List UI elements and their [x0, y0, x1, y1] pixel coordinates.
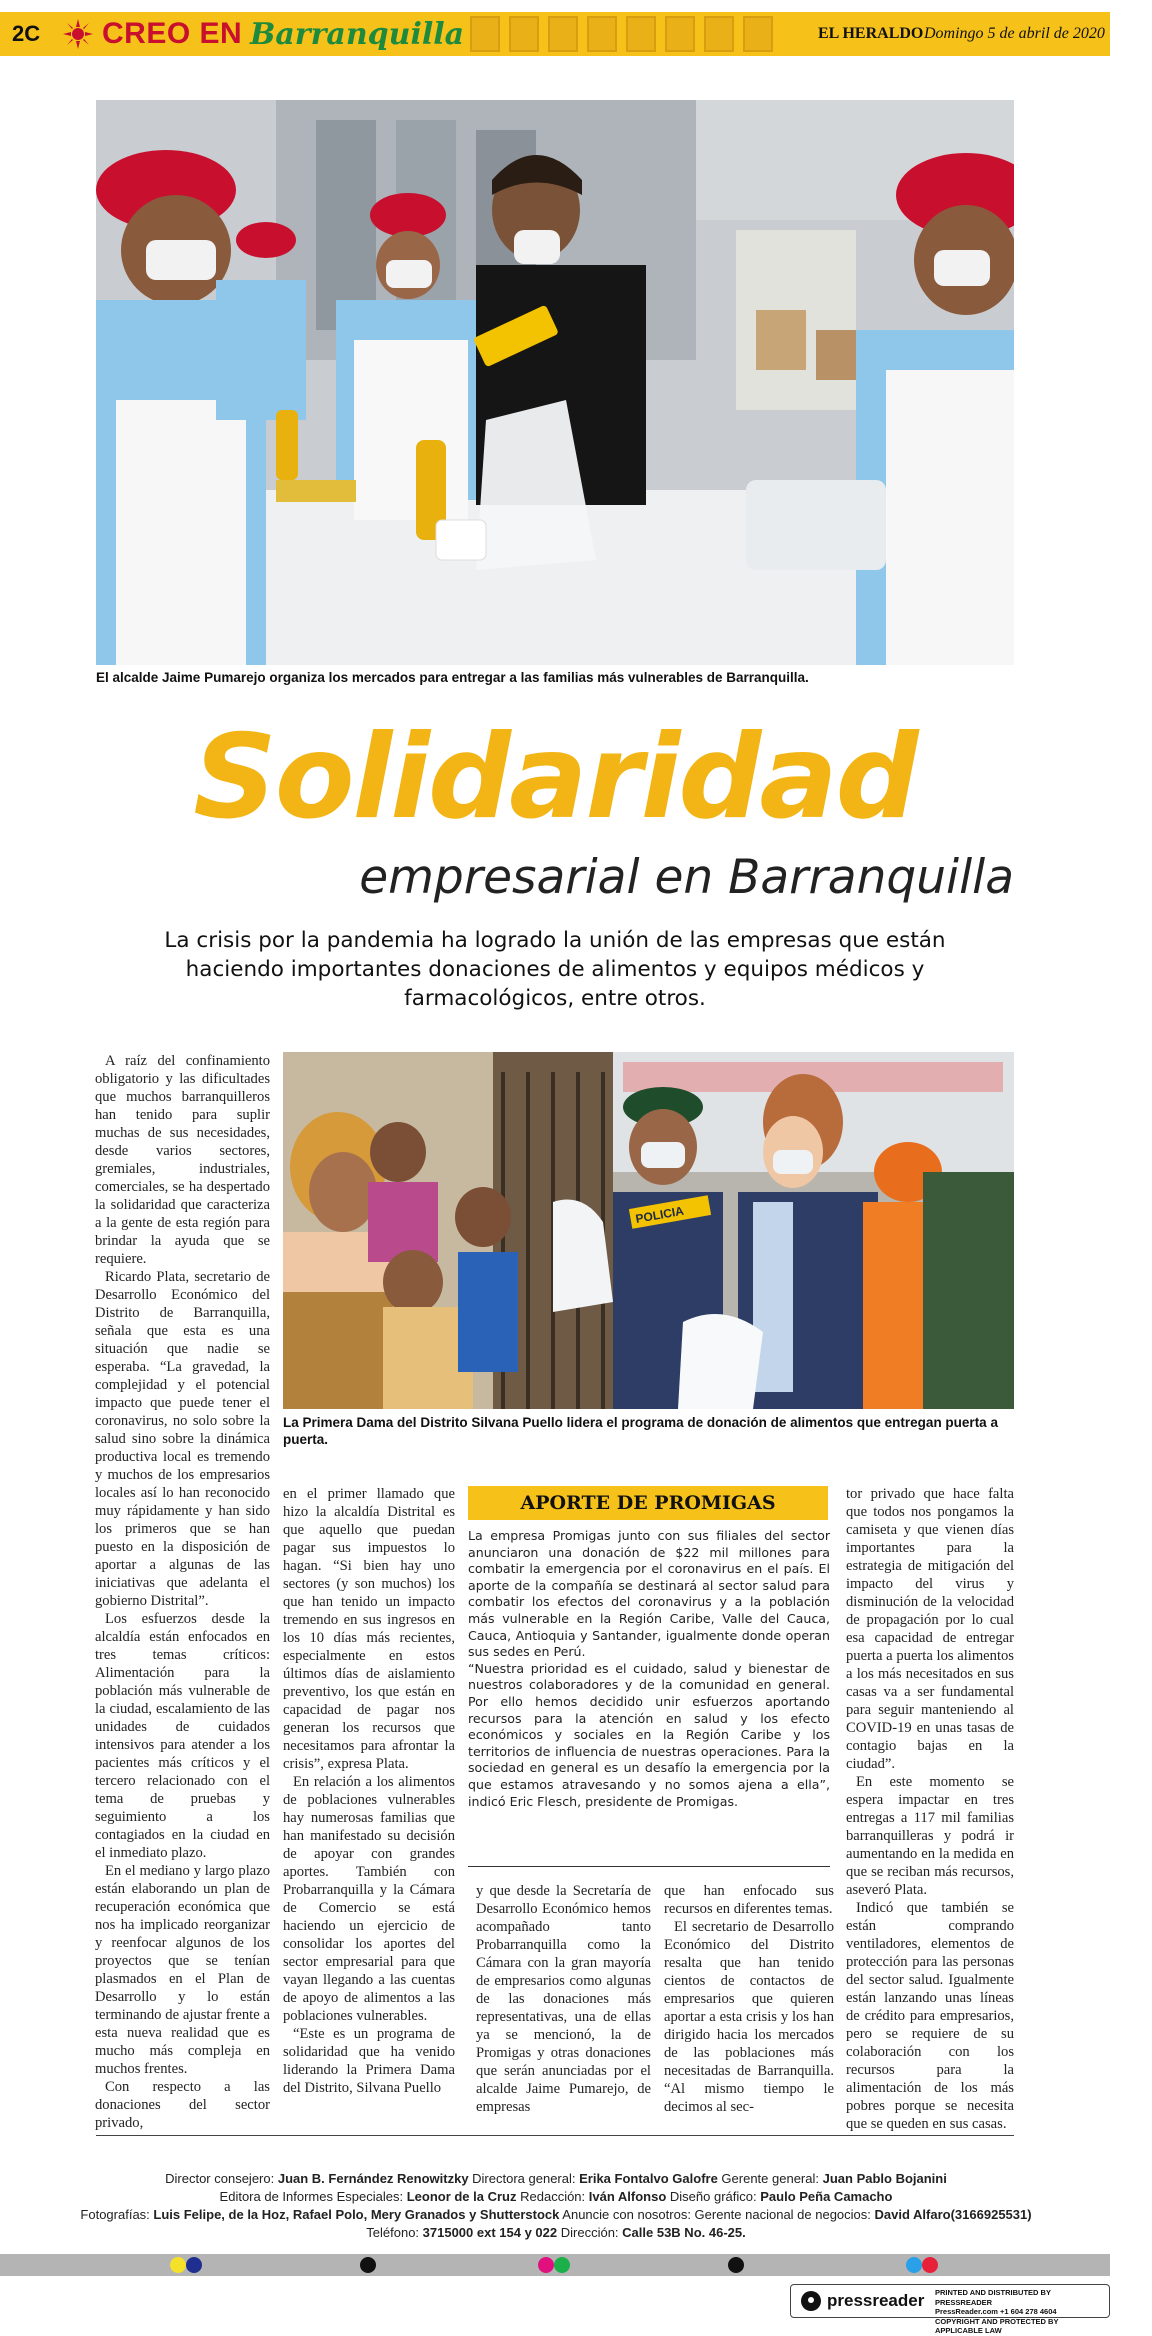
paragraph: En relación a los alimentos de poblaciones vulnerables hay numerosas familias que han manifestado su decisión de apoyar con grandes aportes. También con Probarranquilla y la Cámara de Comercio se está haciendo un ejercicio de consolidar los aportes del sector empresarial para que vayan llegando a las cuentas de apoyo de alimentos a las poblaciones vulnerables. — [283, 1774, 455, 2024]
paragraph: “Este es un programa de solidaridad que ha venido liderando la Primera Dama del Distrito, Silvana Puello — [283, 2026, 455, 2096]
credit-value: Luis Felipe, de la Hoz, Rafael Polo, Mery Granados y Shutterstock — [153, 2207, 560, 2222]
credit-label: Dirección: — [557, 2225, 623, 2240]
credit-label: Directora general: — [468, 2171, 580, 2186]
credit-value: Juan Pablo Bojanini — [822, 2171, 947, 2186]
subheadline: empresarial en Barranquilla — [359, 850, 1014, 905]
credits-line — [40, 2170, 1072, 2188]
registration-dot — [554, 2257, 570, 2273]
section-title: CREO EN — [102, 17, 243, 50]
pressreader-line: PRINTED AND DISTRIBUTED BY PRESSREADER — [935, 2288, 1051, 2307]
article-column-4 — [664, 1882, 834, 2116]
credit-value: Iván Alfonso — [588, 2189, 667, 2204]
photo1-caption: El alcalde Jaime Pumarejo organiza los mercados para entregar a las familias más vulnerables de Barranquilla. — [96, 670, 809, 685]
credit-label: Redacción: — [516, 2189, 589, 2204]
registration-dot — [906, 2257, 922, 2273]
registration-dot — [538, 2257, 554, 2273]
registration-dot — [186, 2257, 202, 2273]
newspaper-name: EL HERALDO — [818, 25, 924, 42]
credit-label: Anuncie con nosotros: Gerente nacional de negocios: — [559, 2207, 875, 2222]
registration-dot — [728, 2257, 744, 2273]
article-column-2 — [283, 1485, 455, 2097]
credit-value: Paulo Peña Camacho — [760, 2189, 893, 2204]
decorative-bars — [470, 16, 800, 52]
article-column-3 — [476, 1882, 651, 2116]
photo-mayor-food-packing — [96, 100, 1014, 665]
credit-label: Diseño gráfico: — [666, 2189, 761, 2204]
pressreader-distribution-note — [935, 2288, 1105, 2336]
staff-credits — [40, 2170, 1072, 2242]
paragraph: En el mediano y largo plazo están elaborando un plan de recuperación económica que nos ha implicado reorganizar y reenfocar algunos de los proyectos que se tenían plasmados en el Plan de Desarrollo y lo están terminando de ajustar frente a esta nueva realidad que es mucho más compleja en muchos frentes. — [95, 1863, 270, 2077]
credit-value: David Alfaro(3166925531) — [874, 2207, 1032, 2222]
credit-label: Teléfono: — [366, 2225, 423, 2240]
article-column-1 — [95, 1052, 270, 2132]
paragraph: que han enfocado sus recursos en diferentes temas. — [664, 1883, 834, 1917]
section-city: Barranquilla — [250, 17, 465, 52]
section-header-bar — [0, 12, 1110, 56]
sun-icon — [62, 18, 94, 50]
vest-label: POLICIA — [634, 1203, 685, 1226]
paragraph: A raíz del confinamiento obligatorio y las dificultades que muchos barranquilleros han tenido para suplir muchas de sus necesidades, desde varios sectores, gremiales, industriales, comerciales, se ha despertado la solidaridad que caracteriza a la gente de esta región para brindar la ayuda que se requiere. — [95, 1053, 270, 1267]
paragraph: “Nuestra prioridad es el cuidado, salud y bienestar de nuestros colaboradores y de la comunidad en general. Por ello hemos decidido unir esfuerzos aportando recursos para la atención en salud y los efecto económicos y sociales en la Región Caribe y los territorios de influencia de nuestras operaciones. Para la sociedad en general es un desafío la emergencia por la que estamos atravesando y no somos ajena a ella”, indicó Eric Flesch, presidente de Promigas. — [468, 1660, 830, 1809]
deck-summary: La crisis por la pandemia ha logrado la unión de las empresas que están haciendo importantes donaciones de alimentos y equipos médicos y farmacológicos, entre otros. — [164, 928, 946, 1011]
paragraph: Los esfuerzos desde la alcaldía están enfocados en tres temas críticos: Alimentación para la población más vulnerable de la ciudad, escalamiento de las unidades de cuidados intensivos para atender a los pacientes más críticos y el tercero relacionado con el tema de pruebas y seguimiento a los contagiados en la ciudad en el inmediato plazo. — [95, 1611, 270, 1861]
credit-value: Juan B. Fernández Renowitzky — [277, 2171, 469, 2186]
registration-dot — [922, 2257, 938, 2273]
paragraph: y que desde la Secretaría de Desarrollo Económico hemos acompañado tanto Probarranquilla como la Cámara con la gran mayoría de empresarios como algunas de las donaciones más representativas, una de ellas ya se mencionó, la de Promigas y otras donaciones que serán anunciadas por el alcalde Jaime Pumarejo, de empresas — [476, 1883, 651, 2115]
paragraph: en el primer llamado que hizo la alcaldía Distrital es que aquello que puedan pagar sus impuestos lo hagan. “Si bien hay uno sectores (y son muchos) los que han tenido un impacto tremendo en sus ingresos en los 10 días más recientes, especialmente en estos últimos días de aislamiento preventivo, los que están en capacidad de pagar nos generan los recursos que necesitamos para afrontar la crisis”, expresa Plata. — [283, 1486, 455, 1772]
pressreader-badge[interactable] — [790, 2284, 1110, 2335]
footer-divider — [96, 2135, 1014, 2136]
credit-label: Fotografías: — [80, 2207, 154, 2222]
pressreader-logo-icon — [801, 2291, 821, 2311]
pressreader-line: PressReader.com +1 604 278 4604 — [935, 2307, 1057, 2316]
paragraph: Indicó que también se están comprando ventiladores, elementos de protección para las personas del sector salud. Igualmente están lanzando unas líneas de crédito para empresarios, pero se requiere de su colaboración con los recursos para la alimentación de los más pobres porque se necesita que se queden en sus casas. — [846, 1900, 1014, 2132]
pressreader-name: pressreader — [827, 2291, 925, 2310]
issue-date: Domingo 5 de abril de 2020 — [924, 25, 1105, 42]
page-number: 2C — [12, 21, 41, 46]
sidebar-title: APORTE DE PROMIGAS — [468, 1486, 828, 1520]
credit-value: 3715000 ext 154 y 022 — [422, 2225, 558, 2240]
photo-first-lady-donation — [283, 1052, 1014, 1409]
paragraph: tor privado que hace falta que todos nos pongamos la camiseta y que vienen días importantes para la estrategia de mitigación del impacto del virus y disminución de la velocidad de propagación por lo cual esa capacidad de entregar puerta a puerta los alimentos a los más necesitados en sus casas va a ser fundamental para seguir manteniendo al COVID-19 en unas tasas de contagio bajas en la ciudad”. — [846, 1486, 1014, 1772]
paragraph: Ricardo Plata, secretario de Desarrollo Económico del Distrito de Barranquilla, señala que esta es una situación que nadie se esperaba. “La gravedad, la complejidad y el potencial impacto que puede tener el coronavirus, no solo sobre la salud sino sobre la dinámica productiva local es tremendo y muchos de los empresarios locales así lo han reconocido muy rápidamente y han sido los primeros que se han puesto en la disposición de aportar a algunas de las iniciativas que adelanta el gobierno Distrital”. — [95, 1269, 270, 1609]
headline: Solidaridad — [193, 710, 917, 845]
credits-line — [40, 2188, 1072, 2206]
credit-value: Leonor de la Cruz — [406, 2189, 517, 2204]
article-column-5 — [846, 1485, 1014, 2133]
paragraph: La empresa Promigas junto con sus filiales del sector anunciaron una donación de $22 mil millones para combatir la emergencia por el coronavirus en el país. El aporte de la compañía se destinará al sector salud para combatir los efectos del coronavirus y a la población más vulnerable en la Región Caribe, Valle del Cauca, Cauca, Antioquia y Santander, igualmente donde operan sus sedes en Perú. — [468, 1528, 830, 1660]
paragraph: Con respecto a las donaciones del sector privado, — [95, 2079, 270, 2131]
print-color-strip — [0, 2254, 1110, 2276]
credits-line — [40, 2224, 1072, 2242]
sidebar-body — [468, 1528, 830, 1810]
credit-value: Calle 53B No. 46-25. — [622, 2225, 746, 2240]
paragraph: En este momento se espera impactar en tres entregas a 117 mil familias barranquilleras y podrá ir aumentando en la medida en que se reciban más recursos, aseveró Plata. — [846, 1774, 1014, 1898]
credit-label: Director consejero: — [165, 2171, 278, 2186]
photo2-caption: La Primera Dama del Distrito Silvana Puello lidera el programa de donación de alimentos que entregan puerta a puerta. — [283, 1415, 998, 1447]
sidebar-divider — [468, 1866, 830, 1867]
paragraph: El secretario de Desarrollo Económico del Distrito resalta que han tenido cientos de contactos de empresarios que quieren aportar a esta crisis y los han dirigido hacia los mercados de las poblaciones más necesitadas de Barranquilla. “Al mismo tiempo le decimos al sec- — [664, 1919, 834, 2115]
credit-label: Editora de Informes Especiales: — [219, 2189, 407, 2204]
registration-dot — [170, 2257, 186, 2273]
credit-label: Gerente general: — [717, 2171, 823, 2186]
registration-dot — [360, 2257, 376, 2273]
credits-line — [40, 2206, 1072, 2224]
credit-value: Erika Fontalvo Galofre — [579, 2171, 718, 2186]
pressreader-line: COPYRIGHT AND PROTECTED BY APPLICABLE LAW — [935, 2316, 1059, 2335]
